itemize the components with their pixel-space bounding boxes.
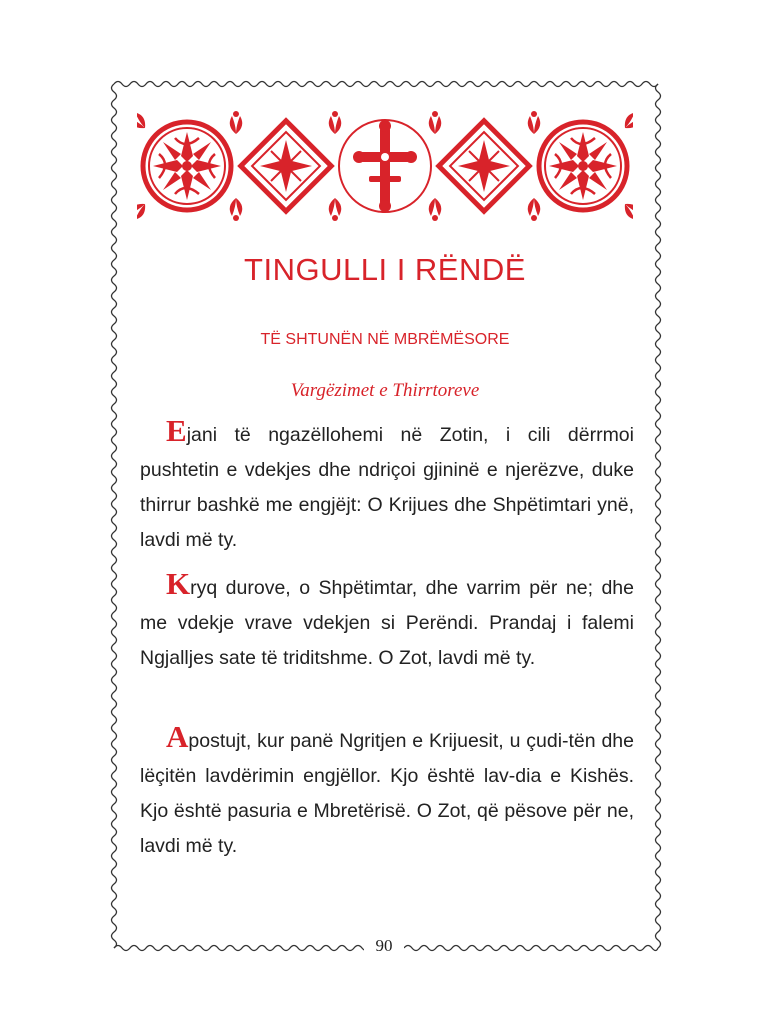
border-wave xyxy=(656,84,661,948)
border-wave xyxy=(112,84,117,948)
page-title: TINGULLI I RËNDË xyxy=(244,252,526,287)
border-wave xyxy=(404,946,658,951)
section-heading: Vargëzimet e Thirrtoreve xyxy=(290,380,480,401)
drop-cap: A xyxy=(166,719,189,754)
verse-text: postujt, kur panë Ngritjen e Krijuesit, u çudi-tën dhe lëçitën lavdërimin engjëllor. Kjo është lav-dia e Kishës. Kjo është pasuria e Mbretërisë. O Zot, që pësove për ne, lavdi më ty. xyxy=(140,730,634,857)
page-subtitle: TË SHTUNËN NË MBRËMËSORE xyxy=(260,331,510,348)
verse-paragraph xyxy=(140,566,634,676)
border-wave xyxy=(114,946,370,951)
byzantine-cross-band-icon xyxy=(137,108,633,224)
verse-paragraph xyxy=(140,719,634,864)
verse-text: jani të ngazëllohemi në Zotin, i cili dërrmoi pushtetin e vdekjes dhe ndriçoi gjininë e njerëzve, duke thirrur bashkë me engjëjt: O Krijues dhe Shpëtimtari ynë, lavdi më ty. xyxy=(140,424,634,551)
drop-cap: K xyxy=(166,566,191,601)
page-number: 90 xyxy=(364,936,404,956)
ornament-band xyxy=(137,108,633,224)
border-wave xyxy=(114,82,658,87)
verse-text: ryq durove, o Shpëtimtar, dhe varrim për ne; dhe me vdekje vrave vdekjen si Perëndi. Prandaj i falemi Ngjalljes sate të triditshme. O Zot, lavdi më ty. xyxy=(140,577,634,669)
drop-cap: E xyxy=(166,413,187,448)
verse-paragraph xyxy=(140,413,634,558)
